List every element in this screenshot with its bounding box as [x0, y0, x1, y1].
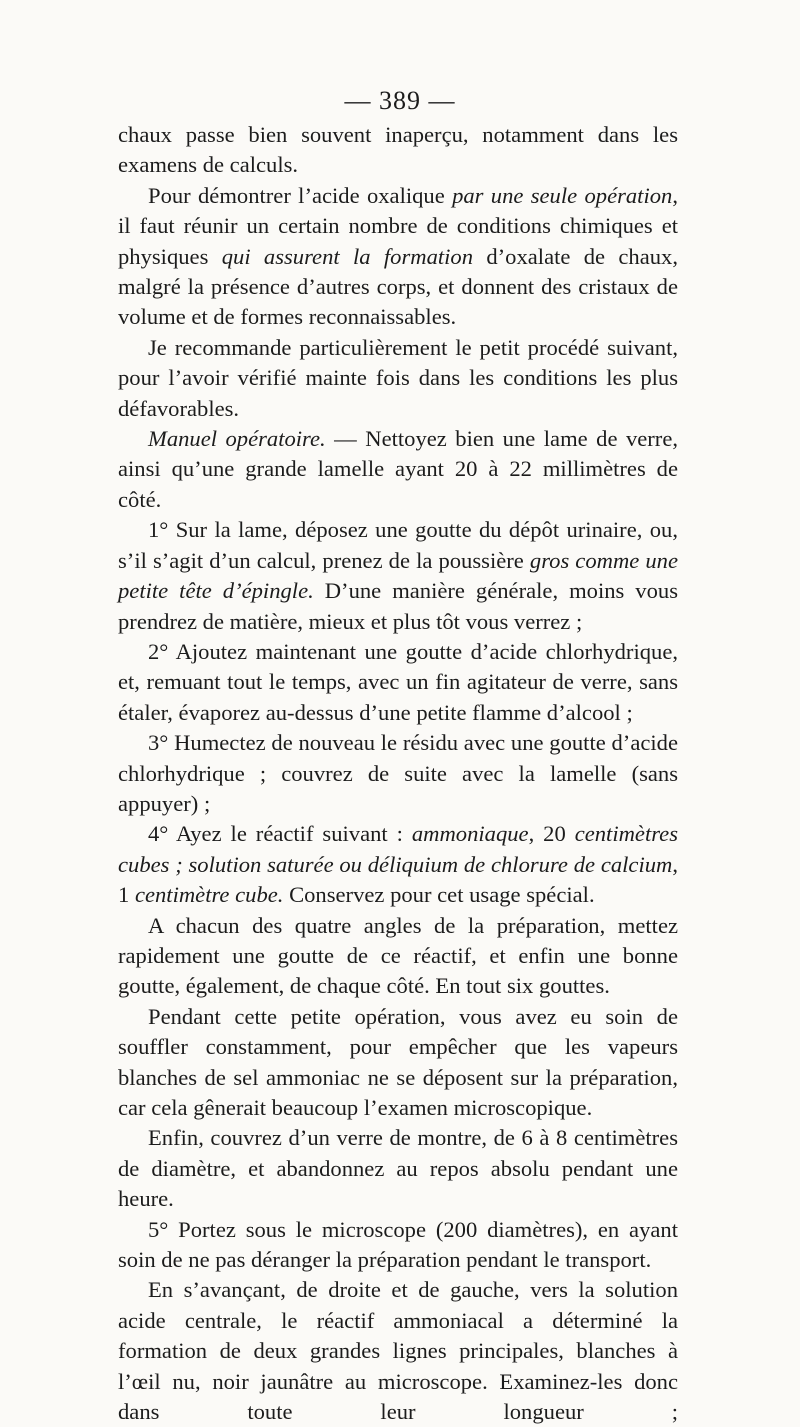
paragraph — [118, 181, 678, 333]
text-run: 2° Ajoutez maintenant une goutte d’acide chlorhydrique, et, remuant tout le temps, avec un fin agitateur de verre, sans étaler, évaporez au-dessus d’une petite flamme d’alcool ; — [118, 638, 678, 725]
paragraph — [118, 1002, 678, 1124]
text-run: 5° Portez sous le microscope (200 diamètres), en ayant soin de ne pas déranger la préparation pendant le transport. — [118, 1216, 678, 1273]
paragraph — [118, 728, 678, 819]
text-run: 3° Humectez de nouveau le résidu avec une goutte d’acide chlorhydrique ; couvrez de suite avec la lamelle (sans appuyer) ; — [118, 730, 678, 816]
text-run: En s’avançant, de droite et de gauche, vers la solution acide centrale, le réactif ammoniacal a déterminé la formation de deux grandes lignes principales, blanches à l’œil nu, noir jaunâtre au microscope. Examinez-les donc dans toute leur longueur ; — [118, 1277, 678, 1425]
text-run: , 1 — [118, 851, 678, 908]
paragraph — [118, 120, 678, 181]
paragraph — [118, 333, 678, 424]
italic-run: gros comme une petite tête d’épingle. — [118, 547, 679, 604]
text-run: d’oxalate de chaux, malgré la présence d’autres corps, et donnent des cristaux de volume et de formes reconnaissables. — [118, 243, 678, 330]
text-run: D’une manière générale, moins vous prendrez de matière, mieux et plus tôt vous verrez ; — [118, 578, 678, 634]
paragraph — [118, 1215, 678, 1276]
italic-run: Manuel opératoire. — [148, 426, 326, 452]
paragraph — [118, 911, 678, 1002]
text-run: , il faut réunir un certain nombre de conditions chimiques et physiques — [118, 182, 678, 269]
italic-run: ammoniaque — [411, 821, 529, 847]
text-run: Pendant cette petite opération, vous avez eu soin de souffler constamment, pour empêcher que les vapeurs blanches de sel ammoniac ne se déposent sur la préparation, car cela gênerait beaucoup l’examen microscopique. — [118, 1003, 678, 1120]
text-run: — Nettoyez bien une lame de verre, ainsi qu’une grande lamelle ayant 20 à 22 millimètres de côté. — [118, 426, 678, 512]
page-number: — 389 — — [344, 86, 456, 115]
text-run: A chacun des quatre angles de la préparation, mettez rapidement une goutte de ce réactif, et enfin une bonne goutte, également, de chaque côté. En tout six gouttes. — [118, 912, 678, 999]
text-run: Conservez pour cet usage spécial. — [283, 882, 595, 908]
paragraph — [118, 515, 678, 637]
text-run: Enfin, couvrez d’un verre de montre, de 6 à 8 centimètres de diamètre, et abandonnez au repos absolu pendant une heure. — [118, 1125, 678, 1212]
text-run: Pour démontrer l’acide oxalique — [148, 182, 453, 208]
text-run: 1° Sur la lame, déposez une goutte du dépôt urinaire, ou, s’il s’agit d’un calcul, prenez de la poussière — [118, 517, 678, 573]
text-run: 4° Ayez le réactif suivant : — [148, 821, 412, 847]
paragraph — [118, 819, 678, 910]
body-text — [118, 120, 678, 1427]
paragraph — [118, 1123, 678, 1214]
paragraph — [118, 1275, 678, 1427]
italic-run: centimètres cubes ; solution saturée ou déliquium de chlorure de calcium — [118, 821, 679, 877]
paragraph — [118, 424, 678, 515]
italic-run: par une seule opération — [452, 182, 673, 208]
italic-run: centimètre cube. — [134, 882, 284, 908]
text-run: Je recommande particulièrement le petit procédé suivant, pour l’avoir vérifié mainte fois dans les conditions les plus défavorables. — [118, 334, 678, 421]
text-run: , 20 — [528, 821, 575, 847]
text-run: chaux passe bien souvent inaperçu, notamment dans les examens de calculs. — [118, 122, 678, 178]
paragraph — [118, 637, 678, 728]
italic-run: qui assurent la formation — [221, 243, 474, 269]
